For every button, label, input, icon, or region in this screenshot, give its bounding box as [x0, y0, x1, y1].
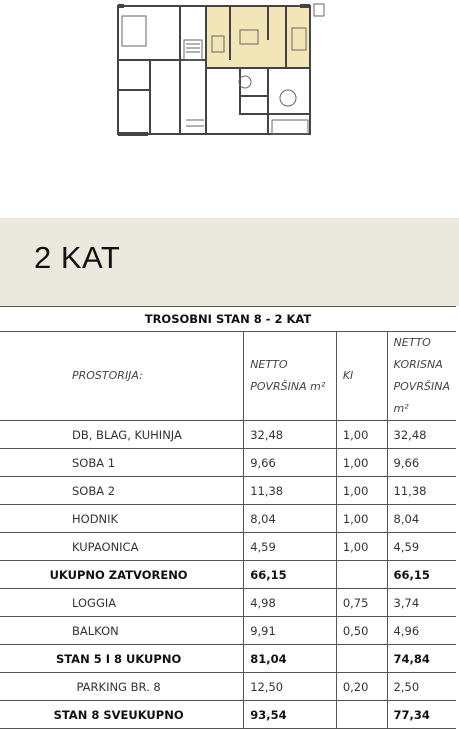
table-title: TROSOBNI STAN 8 - 2 KAT	[0, 307, 456, 332]
room-useful-area: 9,66	[387, 449, 456, 477]
parking-useful-area: 2,50	[387, 673, 456, 701]
grand-total-label: STAN 8 SVEUKUPNO	[0, 701, 244, 729]
subtotal-label: UKUPNO ZATVORENO	[0, 561, 244, 589]
table-row	[0, 477, 456, 505]
header-useful-area-line1: NETTO KORISNA	[393, 336, 443, 371]
room-coefficient: 1,00	[336, 477, 387, 505]
room-useful-area: 4,59	[387, 533, 456, 561]
room-area: 8,04	[244, 505, 337, 533]
room-coefficient: 0,50	[336, 617, 387, 645]
subtotal-coefficient	[336, 645, 387, 673]
grand-total-coefficient	[336, 701, 387, 729]
subtotal-coefficient	[336, 561, 387, 589]
room-name: SOBA 2	[0, 477, 244, 505]
room-coefficient: 1,00	[336, 449, 387, 477]
table-row	[0, 421, 456, 449]
room-area: 9,91	[244, 617, 337, 645]
table-row	[0, 589, 456, 617]
grand-total-area: 93,54	[244, 701, 337, 729]
header-useful-area-line2: POVRŠINA m²	[393, 380, 450, 415]
room-name: SOBA 1	[0, 449, 244, 477]
subtotal-row	[0, 561, 456, 589]
subtotal-useful-area: 66,15	[387, 561, 456, 589]
parking-label: PARKING BR. 8	[0, 673, 244, 701]
subtotal-label: STAN 5 I 8 UKUPNO	[0, 645, 244, 673]
room-name: LOGGIA	[0, 589, 244, 617]
room-coefficient: 1,00	[336, 505, 387, 533]
subtotal-row	[0, 645, 456, 673]
grand-total-row	[0, 701, 456, 729]
header-room: PROSTORIJA:	[0, 332, 244, 421]
room-useful-area: 11,38	[387, 477, 456, 505]
header-net-area-line1: NETTO	[250, 358, 288, 371]
apartment-area-table	[0, 306, 456, 729]
room-area: 4,59	[244, 533, 337, 561]
floor-plan-drawing	[0, 0, 459, 218]
room-name: HODNIK	[0, 505, 244, 533]
table-title-row	[0, 307, 456, 332]
subtotal-useful-area: 74,84	[387, 645, 456, 673]
parking-coefficient: 0,20	[336, 673, 387, 701]
floor-plan-area	[0, 0, 459, 218]
header-net-area	[244, 332, 337, 421]
header-net-area-line2: POVRŠINA m²	[250, 380, 326, 393]
table-row	[0, 533, 456, 561]
room-area: 4,98	[244, 589, 337, 617]
room-name: DB, BLAG, KUHINJA	[0, 421, 244, 449]
room-area: 32,48	[244, 421, 337, 449]
room-coefficient: 1,00	[336, 533, 387, 561]
parking-area: 12,50	[244, 673, 337, 701]
subtotal-area: 66,15	[244, 561, 337, 589]
room-useful-area: 3,74	[387, 589, 456, 617]
floor-title: 2 KAT	[34, 240, 121, 275]
floor-title-band	[0, 218, 459, 306]
room-area: 11,38	[244, 477, 337, 505]
table-row	[0, 449, 456, 477]
room-coefficient: 1,00	[336, 421, 387, 449]
table-row	[0, 505, 456, 533]
header-coefficient: KI	[336, 332, 387, 421]
grand-total-useful-area: 77,34	[387, 701, 456, 729]
table-row	[0, 617, 456, 645]
room-area: 9,66	[244, 449, 337, 477]
room-coefficient: 0,75	[336, 589, 387, 617]
room-useful-area: 4,96	[387, 617, 456, 645]
room-name: BALKON	[0, 617, 244, 645]
room-useful-area: 8,04	[387, 505, 456, 533]
table-header-row	[0, 332, 456, 421]
subtotal-area: 81,04	[244, 645, 337, 673]
header-useful-area	[387, 332, 456, 421]
table-row	[0, 673, 456, 701]
room-useful-area: 32,48	[387, 421, 456, 449]
room-name: KUPAONICA	[0, 533, 244, 561]
